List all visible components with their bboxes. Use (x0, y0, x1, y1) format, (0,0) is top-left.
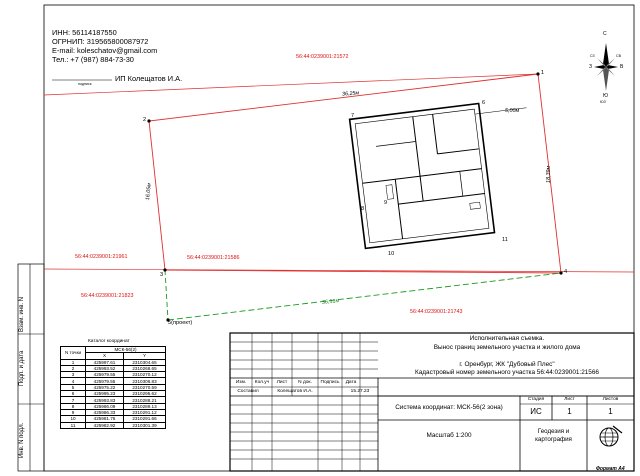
dim-bottom: 36,51м (321, 297, 340, 307)
x-coordinate-cell: 425986.09 (86, 403, 124, 409)
email-text: E-mail: koleschatov@gmail.com (52, 46, 158, 55)
point-5-label: 5(проект) (168, 320, 193, 326)
y-coordinate-cell: 2310301.39 (124, 422, 166, 428)
compass-rose (594, 43, 618, 91)
stamp-col-koluch: Кол.уч (254, 380, 270, 385)
stamp-v-stadia: ИС (530, 407, 542, 416)
y-coordinate-cell: 2310295.62 (124, 391, 166, 397)
house-point-7: 7 (351, 113, 355, 119)
point-number-cell: 2 (61, 365, 86, 371)
stamp-col-list: Лист (276, 380, 288, 385)
house-outline (350, 98, 542, 249)
compass-sw: ЮЗ (600, 100, 606, 104)
col-point-header: N точки (61, 347, 86, 360)
col-y-header: Y (124, 353, 166, 359)
point-3-label: 3 (160, 272, 164, 278)
point-number-cell: 10 (61, 416, 86, 422)
compass-south: Ю (603, 93, 609, 99)
stamp-col-podpis: Подпись (320, 380, 340, 385)
stamp-h-list: Лист (564, 397, 575, 402)
house-point-8: 8 (361, 206, 365, 212)
y-coordinate-cell: 2310306.83 (124, 378, 166, 384)
ogrnip-text: ОГРНИП: 319565800087972 (52, 37, 149, 46)
side-label-inv-orig: Инв. N подл. (19, 422, 25, 458)
proposed-boundary-west (165, 270, 168, 320)
x-coordinate-cell: 425979.55 (86, 372, 124, 378)
parcel-north-label: 56:44:0239001:21572 (296, 54, 349, 60)
y-coordinate-cell: 2310270.59 (124, 384, 166, 390)
y-coordinate-cell: 2310289.13 (124, 403, 166, 409)
house-point-10: 10 (388, 251, 395, 257)
point-number-cell: 11 (61, 422, 86, 428)
y-coordinate-cell: 2310288.21 (124, 397, 166, 403)
table-row (61, 422, 166, 428)
house-point-9: 9 (384, 200, 388, 206)
side-label-sign-date: Подп. и дата (19, 350, 25, 386)
catalog-title: Каталог координат (88, 339, 130, 344)
x-coordinate-cell: 425986.33 (86, 409, 124, 415)
stamp-address: г. Оренбург, ЖК "Дубовый Плес" (459, 361, 555, 368)
dim-left: 16,05м (145, 182, 153, 201)
parcel-west-label: 56:44:0239001:21961 (75, 254, 128, 260)
stamp-cadastral: Кадастровый номер земельного участка 56:44:0239001:21566 (415, 369, 599, 376)
stamp-v-listov: 1 (608, 407, 613, 416)
stamp-h-stadia: Стадия (527, 397, 545, 402)
compass-east: В (620, 64, 624, 70)
col-system-header: МСК-56(2) (86, 347, 166, 353)
point-number-cell: 1 (61, 359, 86, 365)
dim-top: 36,25м (341, 90, 360, 98)
stamp-v-list: 1 (567, 407, 572, 416)
compass-west: З (589, 64, 593, 70)
y-coordinate-cell: 2310268.65 (124, 365, 166, 371)
y-coordinate-cell: 2310270.12 (124, 372, 166, 378)
dim-house-offset: 5,00м (505, 108, 520, 114)
x-coordinate-cell: 425995.23 (86, 391, 124, 397)
org-logo (600, 426, 622, 446)
stamp-role: Составил (237, 389, 259, 394)
point-number-cell: 9 (61, 409, 86, 415)
point-number-cell: 8 (61, 403, 86, 409)
compass-ne: СВ (616, 54, 621, 58)
x-coordinate-cell: 425975.22 (86, 384, 124, 390)
parcel-southwest-label: 56:44:0239001:21823 (81, 293, 134, 299)
x-coordinate-cell: 425979.55 (86, 378, 124, 384)
stamp-org-2: картография (535, 436, 572, 443)
inn-text: ИНН: 56114187550 (52, 28, 117, 37)
stamp-col-izm: Изм. (235, 380, 247, 385)
point-number-cell: 4 (61, 378, 86, 384)
point-4-label: 4 (564, 269, 568, 275)
coordinates-table (60, 346, 166, 429)
x-coordinate-cell: 425997.61 (86, 359, 124, 365)
stamp-title-2: Вынос границ земельного участка и жилого дома (433, 344, 581, 351)
stamp-date: 15.27.23 (350, 389, 370, 394)
stamp-scale: Масштаб 1:200 (426, 432, 472, 439)
point-number-cell: 3 (61, 372, 86, 378)
signature-caption: подпись (78, 82, 92, 86)
house-point-6: 6 (482, 100, 486, 106)
col-x-header: X (86, 353, 124, 359)
y-coordinate-cell: 2310291.66 (124, 416, 166, 422)
point-2-label: 2 (143, 117, 147, 123)
x-coordinate-cell: 425981.76 (86, 416, 124, 422)
compass-north: С (603, 31, 607, 37)
point-number-cell: 6 (61, 391, 86, 397)
proposed-boundary-south (168, 273, 561, 320)
point-number-cell: 5 (61, 384, 86, 390)
phone-text: Тел.: +7 (987) 884-73-30 (52, 55, 134, 64)
parcel-south-label: 56:44:0239001:21743 (410, 309, 463, 315)
side-label-inv: Взам. инв. N (19, 296, 25, 332)
stamp-title-1: Исполнительная съемка. (469, 335, 545, 342)
format-label: Формат А4 (596, 466, 625, 472)
stamp-h-listov: Листов (602, 397, 619, 402)
y-coordinate-cell: 2310304.65 (124, 359, 166, 365)
dim-right: 18,39м (546, 165, 552, 183)
stamp-coord-system: Система координат: МСК-56(2 зона) (395, 404, 503, 411)
x-coordinate-cell: 425982.92 (86, 422, 124, 428)
stamp-org-1: Геодезия и (537, 428, 570, 435)
stamp-author-name: Колещатов И.А. (277, 389, 313, 394)
stamp-col-data: Дата (345, 380, 357, 385)
x-coordinate-cell: 425993.52 (86, 365, 124, 371)
parcel-boundary (149, 74, 561, 273)
x-coordinate-cell: 425993.83 (86, 397, 124, 403)
parcel-center-label: 56:44:0239001:21586 (187, 255, 240, 261)
y-coordinate-cell: 2310291.12 (124, 409, 166, 415)
point-number-cell: 7 (61, 397, 86, 403)
point-1-label: 1 (541, 70, 545, 76)
house-point-11: 11 (502, 237, 508, 243)
engineer-name: ИП Колещатов И.А. (115, 74, 183, 83)
compass-nw: СЗ (590, 54, 595, 58)
stamp-col-ndok: N док. (298, 380, 312, 385)
